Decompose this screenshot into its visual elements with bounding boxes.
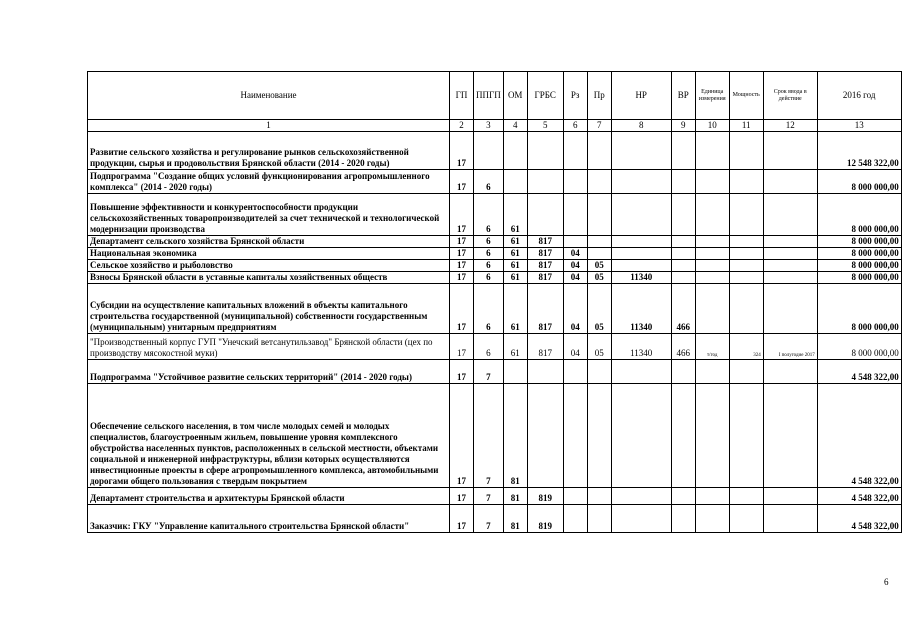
row-capacity xyxy=(729,170,763,194)
row-rz: 04 xyxy=(563,260,587,272)
row-nr xyxy=(611,236,671,248)
row-ppg: 7 xyxy=(474,505,504,533)
row-term xyxy=(763,248,817,260)
header-om: ОМ xyxy=(503,72,527,120)
row-nr: 11340 xyxy=(611,284,671,334)
row-vr xyxy=(671,194,695,236)
row-rz xyxy=(563,360,587,384)
row-pr: 05 xyxy=(587,284,611,334)
row-name: Подпрограмма "Создание общих условий функционирования агропромышленного комплекса" (2014 - 2020 годы) xyxy=(88,170,450,194)
row-nr xyxy=(611,384,671,488)
row-rz xyxy=(563,132,587,170)
row-om: 81 xyxy=(503,384,527,488)
row-gp: 17 xyxy=(450,248,474,260)
row-gp: 17 xyxy=(450,260,474,272)
table-row xyxy=(88,488,902,505)
row-capacity xyxy=(729,236,763,248)
row-vr: 466 xyxy=(671,284,695,334)
row-name: Субсидии на осуществление капитальных вложений в объекты капитального строительства государственной (муниципальной) собственности государственным (муниципальным) унитарным предприятиям xyxy=(88,284,450,334)
row-grbs: 817 xyxy=(527,272,563,284)
row-gp: 17 xyxy=(450,488,474,505)
row-name: Подпрограмма "Устойчивое развитие сельских территорий" (2014 - 2020 годы) xyxy=(88,360,450,384)
row-rz: 04 xyxy=(563,284,587,334)
table-row xyxy=(88,272,902,284)
row-grbs: 819 xyxy=(527,505,563,533)
row-unit xyxy=(695,236,729,248)
row-name: Обеспечение сельского населения, в том числе молодых семей и молодых специалистов, благоустроенным жильем, повышение уровня комплексного обустройства населенных пунктов, расположенных в сельской местности, объектами социальной и инженерной инфраструктуры, вблизи которых осуществляются инвестиционные проекты в сфере агропромышленного комплекса, автомобильными дорогами общего пользования с твердым покрытием xyxy=(88,384,450,488)
row-name: Департамент строительства и архитектуры Брянской области xyxy=(88,488,450,505)
row-unit xyxy=(695,194,729,236)
header-term: Срок ввода в действие xyxy=(763,72,817,120)
row-nr xyxy=(611,132,671,170)
row-grbs: 817 xyxy=(527,248,563,260)
row-pr: 05 xyxy=(587,334,611,360)
row-om xyxy=(503,132,527,170)
row-gp: 17 xyxy=(450,284,474,334)
row-amount: 8 000 000,00 xyxy=(817,194,901,236)
row-vr: 466 xyxy=(671,334,695,360)
row-nr xyxy=(611,505,671,533)
row-om xyxy=(503,360,527,384)
header-name: Наименование xyxy=(88,72,450,120)
row-vr xyxy=(671,488,695,505)
table-row xyxy=(88,505,902,533)
row-pr xyxy=(587,360,611,384)
column-number: 12 xyxy=(763,120,817,132)
row-rz xyxy=(563,236,587,248)
row-amount: 8 000 000,00 xyxy=(817,236,901,248)
row-vr xyxy=(671,260,695,272)
row-vr xyxy=(671,272,695,284)
row-amount: 4 548 322,00 xyxy=(817,505,901,533)
row-term xyxy=(763,284,817,334)
row-nr xyxy=(611,170,671,194)
row-gp: 17 xyxy=(450,170,474,194)
row-unit: т/год xyxy=(695,334,729,360)
row-unit xyxy=(695,248,729,260)
row-nr: 11340 xyxy=(611,272,671,284)
header-grbs: ГРБС xyxy=(527,72,563,120)
row-ppg: 6 xyxy=(474,170,504,194)
row-grbs xyxy=(527,384,563,488)
header-year: 2016 год xyxy=(817,72,901,120)
row-om: 81 xyxy=(503,488,527,505)
row-nr xyxy=(611,360,671,384)
row-pr xyxy=(587,505,611,533)
row-capacity xyxy=(729,260,763,272)
row-vr xyxy=(671,170,695,194)
row-term xyxy=(763,236,817,248)
row-amount: 4 548 322,00 xyxy=(817,360,901,384)
row-vr xyxy=(671,236,695,248)
row-term xyxy=(763,488,817,505)
table-row xyxy=(88,360,902,384)
row-rz xyxy=(563,170,587,194)
header-rz: Рз xyxy=(563,72,587,120)
table-row xyxy=(88,284,902,334)
row-amount: 8 000 000,00 xyxy=(817,284,901,334)
header-ppg: ППГП xyxy=(474,72,504,120)
row-capacity xyxy=(729,284,763,334)
row-unit xyxy=(695,384,729,488)
page-number: 6 xyxy=(884,577,889,587)
row-om: 61 xyxy=(503,260,527,272)
row-nr xyxy=(611,194,671,236)
row-name: Национальная экономика xyxy=(88,248,450,260)
row-gp: 17 xyxy=(450,384,474,488)
row-name: Повышение эффективности и конкурентоспособности продукции сельскохозяйственных товаропроизводителей за счет технической и технологической модернизации производства xyxy=(88,194,450,236)
row-ppg xyxy=(474,132,504,170)
row-ppg: 6 xyxy=(474,284,504,334)
row-pr xyxy=(587,236,611,248)
row-name: Заказчик: ГКУ "Управление капитального строительства Брянской области" xyxy=(88,505,450,533)
row-amount: 8 000 000,00 xyxy=(817,248,901,260)
row-gp: 17 xyxy=(450,236,474,248)
row-grbs: 817 xyxy=(527,236,563,248)
row-unit xyxy=(695,505,729,533)
row-om: 61 xyxy=(503,272,527,284)
row-grbs: 817 xyxy=(527,334,563,360)
table-row xyxy=(88,248,902,260)
column-number: 6 xyxy=(563,120,587,132)
column-number-row xyxy=(88,120,902,132)
row-gp: 17 xyxy=(450,194,474,236)
row-vr xyxy=(671,505,695,533)
column-number: 5 xyxy=(527,120,563,132)
row-capacity: 324 xyxy=(729,334,763,360)
row-pr xyxy=(587,194,611,236)
row-term xyxy=(763,260,817,272)
row-pr xyxy=(587,488,611,505)
row-ppg: 6 xyxy=(474,248,504,260)
header-capacity: Мощность xyxy=(729,72,763,120)
row-vr xyxy=(671,248,695,260)
table-row xyxy=(88,334,902,360)
row-name: Взносы Брянской области в уставные капиталы хозяйственных обществ xyxy=(88,272,450,284)
row-amount: 8 000 000,00 xyxy=(817,272,901,284)
row-gp: 17 xyxy=(450,334,474,360)
row-om: 81 xyxy=(503,505,527,533)
column-number: 11 xyxy=(729,120,763,132)
row-amount: 4 548 322,00 xyxy=(817,488,901,505)
row-om: 61 xyxy=(503,284,527,334)
row-unit xyxy=(695,488,729,505)
column-number: 10 xyxy=(695,120,729,132)
header-row xyxy=(88,72,902,120)
table-row xyxy=(88,194,902,236)
column-number: 9 xyxy=(671,120,695,132)
row-capacity xyxy=(729,488,763,505)
row-om: 61 xyxy=(503,248,527,260)
row-rz xyxy=(563,384,587,488)
row-amount: 12 548 322,00 xyxy=(817,132,901,170)
row-capacity xyxy=(729,360,763,384)
row-ppg: 6 xyxy=(474,194,504,236)
row-term xyxy=(763,384,817,488)
row-capacity xyxy=(729,248,763,260)
row-om xyxy=(503,170,527,194)
row-ppg: 7 xyxy=(474,488,504,505)
table-body xyxy=(88,132,902,533)
row-nr xyxy=(611,260,671,272)
row-term: I полугодие 2017 xyxy=(763,334,817,360)
row-nr xyxy=(611,248,671,260)
row-pr xyxy=(587,132,611,170)
row-unit xyxy=(695,170,729,194)
row-pr: 05 xyxy=(587,260,611,272)
row-amount: 8 000 000,00 xyxy=(817,260,901,272)
row-term xyxy=(763,505,817,533)
row-om: 61 xyxy=(503,194,527,236)
row-grbs xyxy=(527,170,563,194)
row-ppg: 7 xyxy=(474,360,504,384)
row-grbs xyxy=(527,194,563,236)
row-rz: 04 xyxy=(563,272,587,284)
row-ppg: 7 xyxy=(474,384,504,488)
row-vr xyxy=(671,132,695,170)
column-number: 13 xyxy=(817,120,901,132)
row-name: Сельское хозяйство и рыболовство xyxy=(88,260,450,272)
table-row xyxy=(88,132,902,170)
row-amount: 8 000 000,00 xyxy=(817,170,901,194)
header-unit: Единица измерения xyxy=(695,72,729,120)
row-term xyxy=(763,360,817,384)
header-vr: ВР xyxy=(671,72,695,120)
row-pr xyxy=(587,170,611,194)
header-nr: НР xyxy=(611,72,671,120)
row-capacity xyxy=(729,384,763,488)
row-capacity xyxy=(729,194,763,236)
row-nr xyxy=(611,488,671,505)
row-term xyxy=(763,170,817,194)
table-row xyxy=(88,384,902,488)
row-pr xyxy=(587,248,611,260)
row-nr: 11340 xyxy=(611,334,671,360)
row-om: 61 xyxy=(503,236,527,248)
row-name: Департамент сельского хозяйства Брянской области xyxy=(88,236,450,248)
table-row xyxy=(88,260,902,272)
row-name: Развитие сельского хозяйства и регулирование рынков сельскохозяйственной продукции, сырья и продовольствия Брянской области (2014 - 2020 годы) xyxy=(88,132,450,170)
row-vr xyxy=(671,384,695,488)
row-term xyxy=(763,132,817,170)
header-pr: Пр xyxy=(587,72,611,120)
header-gp: ГП xyxy=(450,72,474,120)
row-grbs: 817 xyxy=(527,260,563,272)
row-ppg: 6 xyxy=(474,260,504,272)
budget-table xyxy=(87,71,902,533)
row-amount: 4 548 322,00 xyxy=(817,384,901,488)
row-rz xyxy=(563,488,587,505)
row-gp: 17 xyxy=(450,132,474,170)
row-gp: 17 xyxy=(450,505,474,533)
row-ppg: 6 xyxy=(474,236,504,248)
row-vr xyxy=(671,360,695,384)
row-gp: 17 xyxy=(450,272,474,284)
row-capacity xyxy=(729,505,763,533)
row-ppg: 6 xyxy=(474,334,504,360)
budget-table-sheet xyxy=(87,71,902,533)
column-number: 1 xyxy=(88,120,450,132)
row-grbs: 817 xyxy=(527,284,563,334)
row-gp: 17 xyxy=(450,360,474,384)
row-unit xyxy=(695,132,729,170)
row-pr xyxy=(587,384,611,488)
row-capacity xyxy=(729,132,763,170)
row-unit xyxy=(695,272,729,284)
row-term xyxy=(763,194,817,236)
column-number: 2 xyxy=(450,120,474,132)
row-unit xyxy=(695,360,729,384)
row-rz: 04 xyxy=(563,334,587,360)
row-term xyxy=(763,272,817,284)
column-number: 8 xyxy=(611,120,671,132)
row-grbs: 819 xyxy=(527,488,563,505)
row-rz xyxy=(563,194,587,236)
column-number: 7 xyxy=(587,120,611,132)
table-row xyxy=(88,170,902,194)
row-unit xyxy=(695,284,729,334)
row-pr: 05 xyxy=(587,272,611,284)
row-capacity xyxy=(729,272,763,284)
table-row xyxy=(88,236,902,248)
column-number: 4 xyxy=(503,120,527,132)
row-grbs xyxy=(527,360,563,384)
row-ppg: 6 xyxy=(474,272,504,284)
row-name: "Производственный корпус ГУП "Унечский ветсанутильзавод" Брянской области (цех по производству мясокостной муки) xyxy=(88,334,450,360)
row-om: 61 xyxy=(503,334,527,360)
row-grbs xyxy=(527,132,563,170)
row-rz: 04 xyxy=(563,248,587,260)
row-amount: 8 000 000,00 xyxy=(817,334,901,360)
column-number: 3 xyxy=(474,120,504,132)
row-rz xyxy=(563,505,587,533)
row-unit xyxy=(695,260,729,272)
